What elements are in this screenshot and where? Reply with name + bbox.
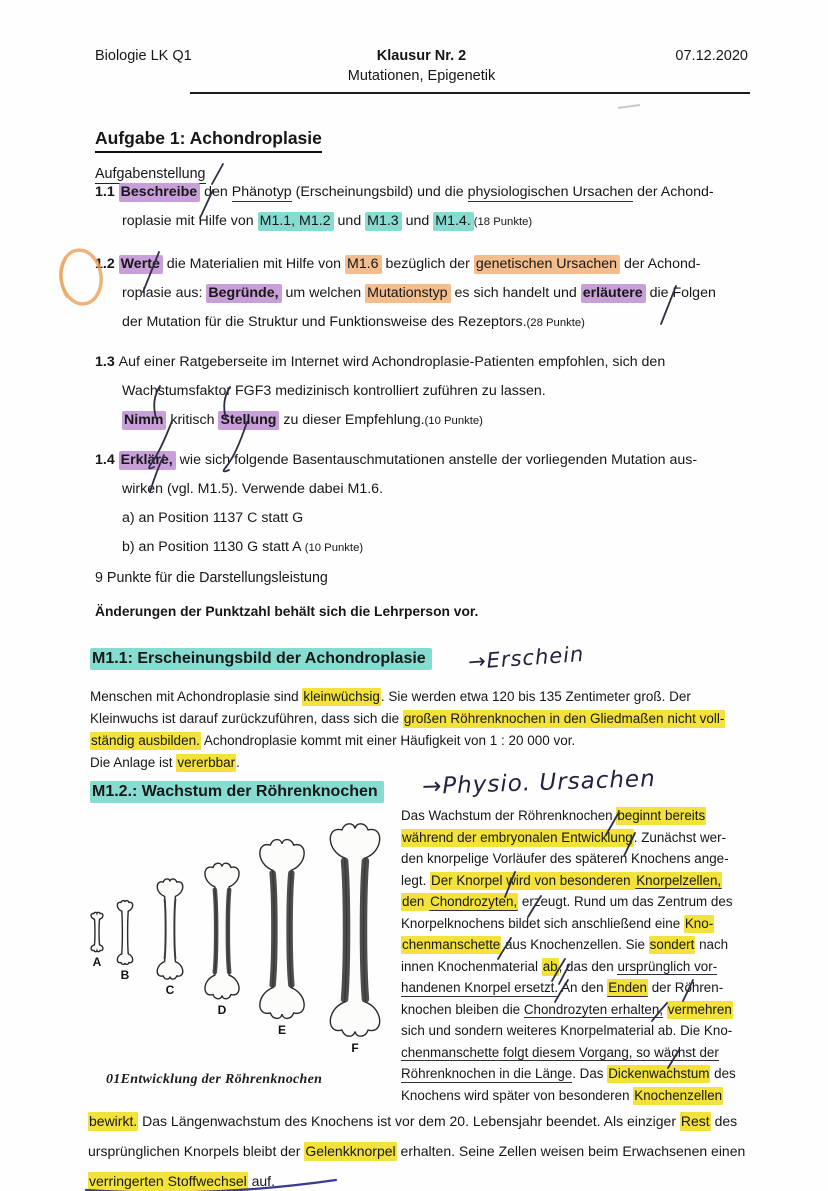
text-segment: ab <box>542 958 558 974</box>
text-line <box>88 1106 764 1136</box>
m11-heading-text: M1.1: Erscheinungsbild der Achondroplasie <box>90 648 432 670</box>
text-segment: . <box>236 755 240 770</box>
text-segment: roplasie mit Hilfe von <box>122 213 258 229</box>
text-segment: verringerten Stoffwechsel <box>89 1173 247 1189</box>
text-line <box>95 348 755 377</box>
text-line <box>95 377 755 406</box>
text-line <box>401 805 793 827</box>
text-segment: Chondrozyten, <box>430 894 518 909</box>
text-segment: chenmanschette <box>402 937 501 952</box>
text-line <box>401 1085 793 1107</box>
orange-circle-annotation <box>61 258 67 298</box>
section-heading: Aufgabe 1: Achondroplasie <box>95 128 322 153</box>
bone-growth-shading <box>345 861 347 999</box>
header-rule <box>190 92 750 94</box>
text-segment: Rest <box>680 1113 710 1129</box>
text-segment: Enden <box>608 980 647 995</box>
text-segment: erhalten. Seine Zellen weisen beim Erwachsenen einen <box>396 1143 746 1159</box>
text-segment: legt. <box>401 872 431 888</box>
text-line <box>95 406 755 436</box>
m12-handwritten-annotation: →Physio. Ursachen <box>421 765 657 801</box>
text-line <box>401 999 793 1021</box>
text-segment: wirken (vgl. M1.5). Verwende dabei M1.6. <box>122 481 384 497</box>
text-line <box>90 730 754 752</box>
text-segment: a) an Position 1137 C statt G <box>122 510 304 526</box>
bone-label: B <box>120 968 130 982</box>
text-line <box>88 1166 764 1191</box>
text-segment: An den <box>558 980 608 995</box>
text-segment: ursprünglichen Knorpels bleibt der <box>88 1143 305 1159</box>
text-segment: Knochenzellen <box>634 1087 723 1103</box>
bone-growth-shading <box>215 890 216 972</box>
bone-B <box>117 901 132 982</box>
text-segment: und <box>401 213 434 229</box>
text-segment: 1.2 <box>95 256 119 272</box>
m11-paragraph <box>90 686 754 774</box>
text-segment: auf. <box>247 1173 275 1189</box>
text-line <box>95 446 755 475</box>
text-segment: beginnt bereits <box>617 808 706 823</box>
text-segment: knochen bleiben die <box>401 1001 524 1017</box>
text-segment: , das den <box>558 958 618 974</box>
text-segment: Stellung <box>218 411 279 430</box>
text-line <box>401 913 793 935</box>
text-segment: aus Knochenzellen. Sie <box>501 937 649 952</box>
text-segment: der Mutation für die Struktur und Funktionsweise des Rezeptors. <box>122 314 527 330</box>
text-segment: erläutere <box>581 284 646 303</box>
bone-E <box>260 840 304 1037</box>
text-segment: der Achond- <box>633 184 714 200</box>
bone-growth-shading <box>228 890 229 972</box>
text-line <box>401 977 793 999</box>
text-segment: es sich handelt und <box>450 285 581 301</box>
text-segment: . Das <box>572 1066 608 1081</box>
text-segment: b) an Position 1130 G statt A <box>122 539 305 555</box>
bone-label: F <box>351 1041 359 1055</box>
text-segment: Phänotyp <box>231 184 292 200</box>
bone-label: D <box>217 1003 227 1017</box>
text-segment: bezüglich der <box>381 256 474 272</box>
text-segment: und <box>333 213 366 229</box>
bone-growth-shading <box>174 899 175 958</box>
m12-bottom-paragraph <box>88 1106 764 1191</box>
text-segment: (10 Punkte) <box>304 542 364 554</box>
text-segment: M1.6 <box>345 255 382 274</box>
text-segment: Menschen mit Achondroplasie sind <box>90 689 303 704</box>
text-line <box>401 1063 793 1085</box>
text-segment: vererbbar <box>177 755 236 770</box>
text-line <box>401 1020 793 1042</box>
text-line <box>95 250 755 279</box>
text-segment: M1.1, M1.2 <box>258 212 334 231</box>
text-line <box>95 475 755 504</box>
header-exam-subtitle: Mutationen, Epigenetik <box>347 68 496 84</box>
text-segment: den <box>402 894 429 909</box>
m11-heading <box>90 650 432 668</box>
text-segment: Erkläre, <box>119 451 176 470</box>
text-segment: der Achond- <box>620 256 701 272</box>
text-segment: des <box>710 1066 736 1081</box>
bone-growth-shading <box>290 873 292 985</box>
text-segment: M1.4. <box>433 212 473 231</box>
text-segment: nach <box>695 937 729 952</box>
text-segment: Werte <box>119 255 163 274</box>
text-segment: großen Röhrenknochen in den Gliedmaßen nicht voll- <box>403 711 725 726</box>
text-segment: Beschreibe <box>119 183 201 202</box>
text-line <box>95 207 755 237</box>
text-segment: Knochens wird später von besonderen <box>401 1087 634 1103</box>
task-1-3 <box>95 348 755 436</box>
m12-heading-text: M1.2.: Wachstum der Röhrenknochen <box>90 781 384 803</box>
text-line <box>401 1042 793 1064</box>
text-segment: Dickenwachstum <box>608 1066 710 1081</box>
text-line <box>401 848 793 870</box>
text-line <box>90 708 754 730</box>
text-segment: sondert <box>649 937 695 952</box>
text-segment: die Folgen <box>645 285 716 301</box>
text-segment: innen Knochenmaterial <box>401 958 542 974</box>
text-line <box>401 956 793 978</box>
bone-figure-caption: 01Entwicklung der Röhrenknochen <box>106 1072 323 1087</box>
m12-text-column <box>401 805 793 1106</box>
bone-development-figure <box>75 815 390 1055</box>
page-header <box>95 48 748 84</box>
header-exam-title: Klausur Nr. 2 <box>376 48 467 64</box>
text-line <box>88 1136 764 1166</box>
text-segment: wie sich folgende Basentauschmutationen anstelle der vorliegenden Mutation aus- <box>175 452 698 468</box>
text-segment: zu dieser Empfehlung. <box>279 412 425 428</box>
text-line <box>401 827 793 849</box>
text-segment: sich und sondern weiteres Knorpelmaterial ab. Die Kno- <box>401 1023 733 1038</box>
punktzahl-note: Änderungen der Punktzahl behält sich die Lehrperson vor. <box>95 604 479 619</box>
text-line <box>95 533 755 563</box>
text-segment: (10 Punkte) <box>424 415 483 427</box>
text-segment: Knorpelzellen, <box>636 872 722 888</box>
text-segment: Der Knorpel wird von besonderen <box>431 872 635 888</box>
text-segment: Mutationstyp <box>365 284 450 303</box>
text-segment: erzeugt. Rund um das Zentrum des <box>518 894 733 909</box>
text-segment: den <box>200 184 232 200</box>
scan-smudge <box>618 105 640 108</box>
text-line <box>401 891 793 913</box>
text-segment: die Materialien mit Hilfe von <box>162 256 345 272</box>
darstellung-note: 9 Punkte für die Darstellungsleistung <box>95 570 328 586</box>
text-line <box>95 178 755 207</box>
task-1-1 <box>95 178 755 237</box>
header-date: 07.12.2020 <box>675 48 748 64</box>
text-segment: chenmanschette folgt diesem Vorgang, so wächst der <box>401 1044 719 1060</box>
task-1-4 <box>95 446 755 563</box>
text-segment: 1.1 <box>95 184 119 200</box>
bone-growth-shading <box>165 899 166 958</box>
text-segment: der Röhren- <box>647 980 724 995</box>
text-segment: während der embryonalen Entwicklung <box>402 829 633 845</box>
text-segment: bewirkt. <box>89 1113 138 1129</box>
text-line <box>95 279 755 308</box>
text-line <box>401 870 793 892</box>
text-segment: (28 Punkte) <box>526 317 585 329</box>
text-segment: kleinwüchsig <box>303 689 380 704</box>
text-segment: Knorpelknochens bildet sich anschließend eine <box>401 915 684 931</box>
text-segment: Das Wachstum der Röhrenknochen <box>401 808 617 823</box>
text-segment: kritisch <box>166 412 219 428</box>
bone-label: A <box>92 955 102 969</box>
text-segment: M1.3 <box>365 212 402 231</box>
text-segment: um welchen <box>281 285 366 301</box>
text-segment: 1.3 <box>95 354 119 370</box>
m12-heading <box>90 783 384 801</box>
text-segment: (Erscheinungsbild) und die <box>291 184 468 200</box>
text-segment: physiologischen Ursachen <box>467 184 634 200</box>
text-segment: genetischen Ursachen <box>474 255 620 274</box>
text-segment: ständig ausbilden. <box>91 733 200 748</box>
text-segment: vermehren <box>667 1001 732 1017</box>
aufgabenstellung-label: Aufgabenstellung <box>95 166 206 182</box>
text-segment: Achondroplasie kommt mit einer Häufigkeit von 1 : 20 000 vor. <box>200 733 576 748</box>
text-segment: Begründe, <box>206 284 281 303</box>
text-segment: (18 Punkte) <box>473 216 533 228</box>
bone-C <box>157 879 183 997</box>
text-line <box>95 308 755 338</box>
text-line <box>90 686 754 708</box>
text-segment: Auf einer Ratgeberseite im Internet wird Achondroplasie-Patienten empfohlen, sich den <box>118 354 666 370</box>
text-segment: Wachstumsfaktor FGF3 medizinisch kontrolliert zuführen zu lassen. <box>122 383 546 399</box>
text-segment: Röhrenknochen in die Länge <box>401 1066 573 1081</box>
text-segment: handenen Knorpel ersetzt. <box>401 980 559 995</box>
bone-D <box>205 863 239 1017</box>
text-segment: Das Längenwachstum des Knochens ist vor dem 20. Lebensjahr beendet. Als einziger <box>138 1113 680 1129</box>
text-segment: Chondrozyten erhalten, <box>523 1001 664 1017</box>
text-segment: Kno- <box>684 915 714 931</box>
text-segment: 1.4 <box>95 452 119 468</box>
bone-F <box>330 824 379 1055</box>
text-segment: Gelenkknorpel <box>305 1143 396 1159</box>
text-line <box>95 504 755 533</box>
text-segment: . Zunächst wer- <box>633 829 727 845</box>
text-line <box>401 934 793 956</box>
bone-growth-shading <box>273 873 275 985</box>
header-center <box>348 48 496 84</box>
header-course: Biologie LK Q1 <box>95 48 192 64</box>
bone-growth-shading <box>363 861 365 999</box>
bone-label: C <box>165 983 175 997</box>
text-segment: des <box>710 1113 738 1129</box>
text-segment: Kleinwuchs ist darauf zurückzuführen, dass sich die <box>90 711 403 726</box>
text-segment: roplasie aus: <box>122 285 207 301</box>
bone-A <box>91 912 103 969</box>
text-segment: den knorpelige Vorläufer des späteren Knochens ange- <box>401 851 729 866</box>
text-segment: Die Anlage ist <box>90 755 177 770</box>
bone-label: E <box>277 1023 287 1037</box>
text-segment: . Sie werden etwa 120 bis 135 Zentimeter groß. Der <box>380 689 691 704</box>
m11-handwritten-annotation: →Erschein <box>467 641 586 675</box>
text-segment: ursprünglich vor- <box>617 958 718 974</box>
text-segment: Nimm <box>122 411 166 430</box>
task-1-2 <box>95 250 755 338</box>
